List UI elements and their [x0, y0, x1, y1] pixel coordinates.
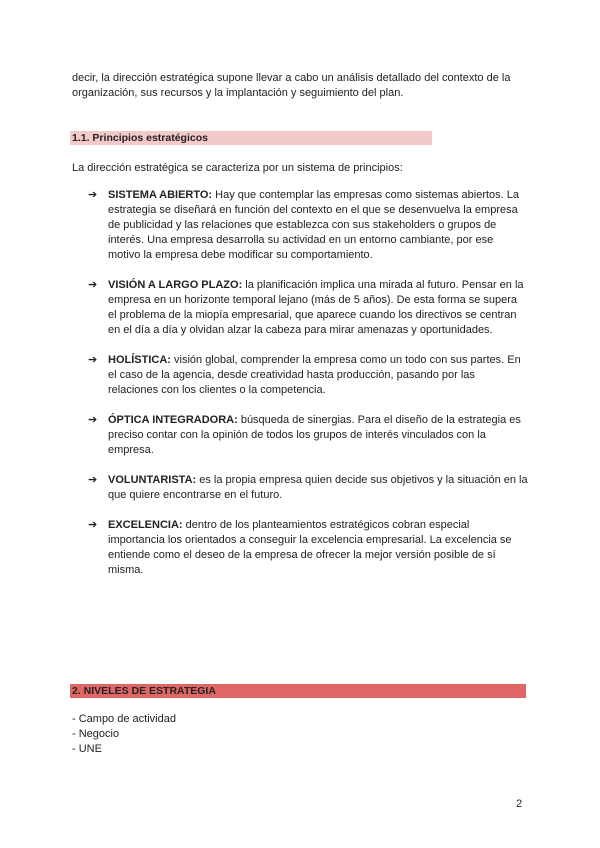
principle-term: HOLÍSTICA: [108, 354, 171, 366]
principle-text: dentro de los planteamientos estratégicos cobran especial importancia los orientados a conseguir la excelencia empresarial. La excelencia se entiende como el deseo de la empresa de ofrecer la mejor versión posible de sí misma. [108, 519, 512, 576]
arrow-icon: ➔ [88, 414, 98, 426]
principle-text: la planificación implica una mirada al futuro. Pensar en la empresa en un horizonte temporal lejano (más de 5 años). De esta forma se supera el problema de la miopía empresarial, que aparece cuando los directivos se centran en el día a día y olvidan alzar la cabeza para mirar amenazas y oportunidades. [108, 279, 524, 336]
principle-text: es la propia empresa quien decide sus objetivos y la situación en la que quiere encontrarse en el futuro. [108, 474, 528, 501]
lead-text: La dirección estratégica se caracteriza por un sistema de principios: [72, 162, 403, 174]
levels-list [72, 712, 372, 757]
level-item: - Campo de actividad [72, 713, 176, 725]
principle-term: VOLUNTARISTA: [108, 474, 197, 486]
arrow-icon: ➔ [88, 279, 98, 291]
intro-paragraph: decir, la dirección estratégica supone llevar a cabo un análisis detallado del contexto de la organización, sus recursos y la implantación y seguimiento del plan. [72, 72, 511, 99]
principle-text: Hay que contemplar las empresas como sistemas abiertos. La estrategia se diseñará en función del contexto en el que se desenvuelva la empresa de publicidad y las relaciones que establezca con sus stakeholders o grupos de interés. Una empresa desarrolla su actividad en un entorno cambiante, por ese motivo la empresa debe modificar su comportamiento. [108, 189, 520, 261]
principle-term: EXCELENCIA: [108, 519, 183, 531]
section-heading-niveles: 2. NIVELES DE ESTRATEGIA [70, 684, 526, 698]
principle-text: visión global, comprender la empresa como un todo con sus partes. En el caso de la agencia, desde creatividad hasta producción, pasando por las relaciones con los clientes o la competencia. [108, 354, 521, 396]
level-item: - UNE [72, 743, 102, 755]
arrow-icon: ➔ [88, 189, 98, 201]
principle-term: ÓPTICA INTEGRADORA: [108, 414, 238, 426]
principle-item [88, 278, 528, 338]
principle-term: VISIÓN A LARGO PLAZO: [108, 279, 243, 291]
principle-item [88, 188, 528, 263]
arrow-icon: ➔ [88, 354, 98, 366]
arrow-icon: ➔ [88, 519, 98, 531]
arrow-icon: ➔ [88, 474, 98, 486]
level-item: - Negocio [72, 728, 120, 740]
principles-list [88, 188, 528, 593]
principle-item [88, 413, 528, 458]
section-heading-principios: 1.1. Principios estratégicos [70, 131, 432, 145]
principle-item [88, 473, 528, 503]
principle-item [88, 353, 528, 398]
principle-term: SISTEMA ABIERTO: [108, 189, 213, 201]
principle-text: búsqueda de sinergias. Para el diseño de la estrategia es preciso contar con la opinión de todos los grupos de interés vinculados con la empresa. [108, 414, 521, 456]
page-number: 2 [516, 798, 523, 810]
principle-item [88, 518, 528, 578]
